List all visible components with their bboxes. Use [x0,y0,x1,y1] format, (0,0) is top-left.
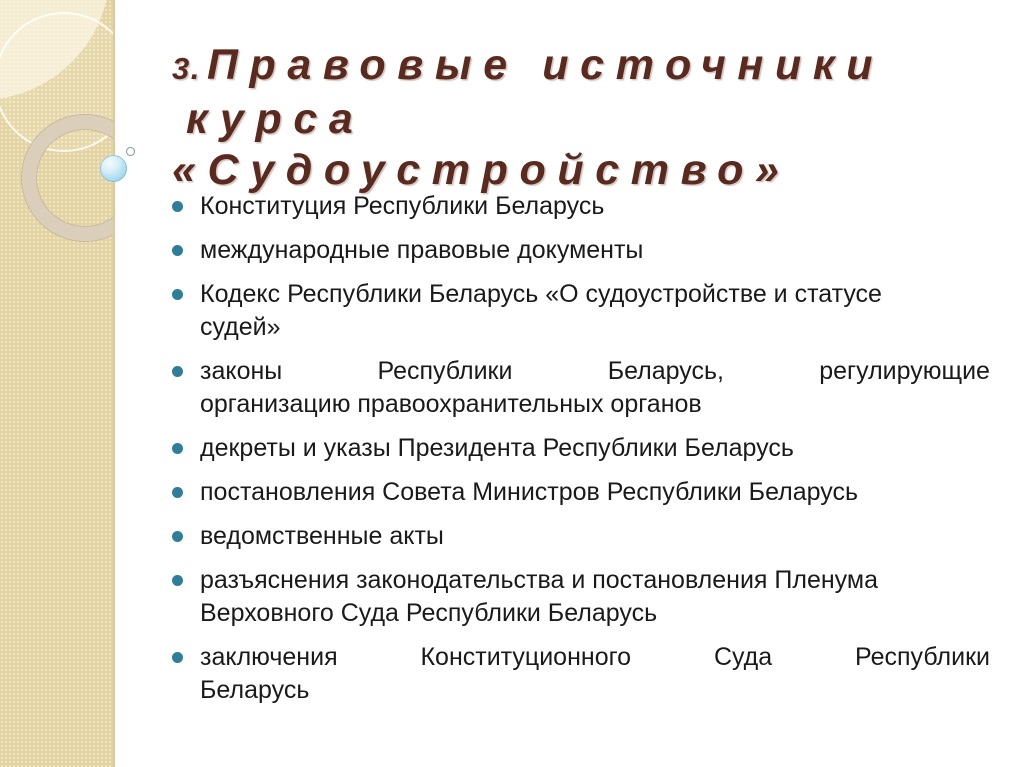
bullet-icon [172,289,183,300]
list-item [200,564,990,630]
bullet-icon [172,487,183,498]
bullet-list [200,190,990,718]
slide-title [172,40,1012,196]
text-line: ведомственные акты [200,522,444,550]
text-line: организацию правоохранительных органов [200,390,702,418]
word: регулирующие [819,357,990,385]
text-line: разъяснения законодательства и постановления Пленума [200,566,878,594]
title-number: 3. [172,51,201,86]
bullet-icon [172,245,183,256]
list-item [200,278,990,344]
bullet-icon [172,201,183,212]
bullet-icon [172,443,183,454]
word: заключения [200,643,338,671]
word: Беларусь, [607,357,724,385]
text-line [200,355,990,388]
word: Республики [855,643,990,671]
title-line-2: курса [186,95,365,143]
text-line: Беларусь [200,676,310,704]
list-item [200,520,990,553]
text-line: международные правовые документы [200,236,644,264]
text-line [200,641,990,674]
word: Конституционного [420,643,632,671]
bullet-icon [172,531,183,542]
decorative-blue-sphere [100,155,127,182]
bullet-icon [172,652,183,663]
text-line: декреты и указы Президента Республики Беларусь [200,434,794,462]
word: Суда [713,643,773,671]
list-item [200,432,990,465]
sidebar-decoration [0,0,115,767]
bullet-icon [172,366,183,377]
word: Республики [377,357,513,385]
text-line: судей» [200,313,281,341]
bullet-icon [172,575,183,586]
list-item [200,355,990,421]
list-item [200,641,990,707]
text-line: Верховного Суда Республики Беларусь [200,599,658,627]
list-item [200,234,990,267]
text-line: Конституция Республики Беларусь [200,192,605,220]
decorative-small-circle [126,147,135,156]
text-line: постановления Совета Министров Республики Беларусь [200,478,859,506]
title-line-1-text: Правовые источники [206,41,885,89]
word: законы [200,357,283,385]
text-line: Кодекс Республики Беларусь «О судоустройстве и статусе [200,280,882,308]
title-line-3: «Судоустройство» [172,146,791,194]
list-item [200,190,990,223]
list-item [200,476,990,509]
title-line-1 [172,40,1012,94]
